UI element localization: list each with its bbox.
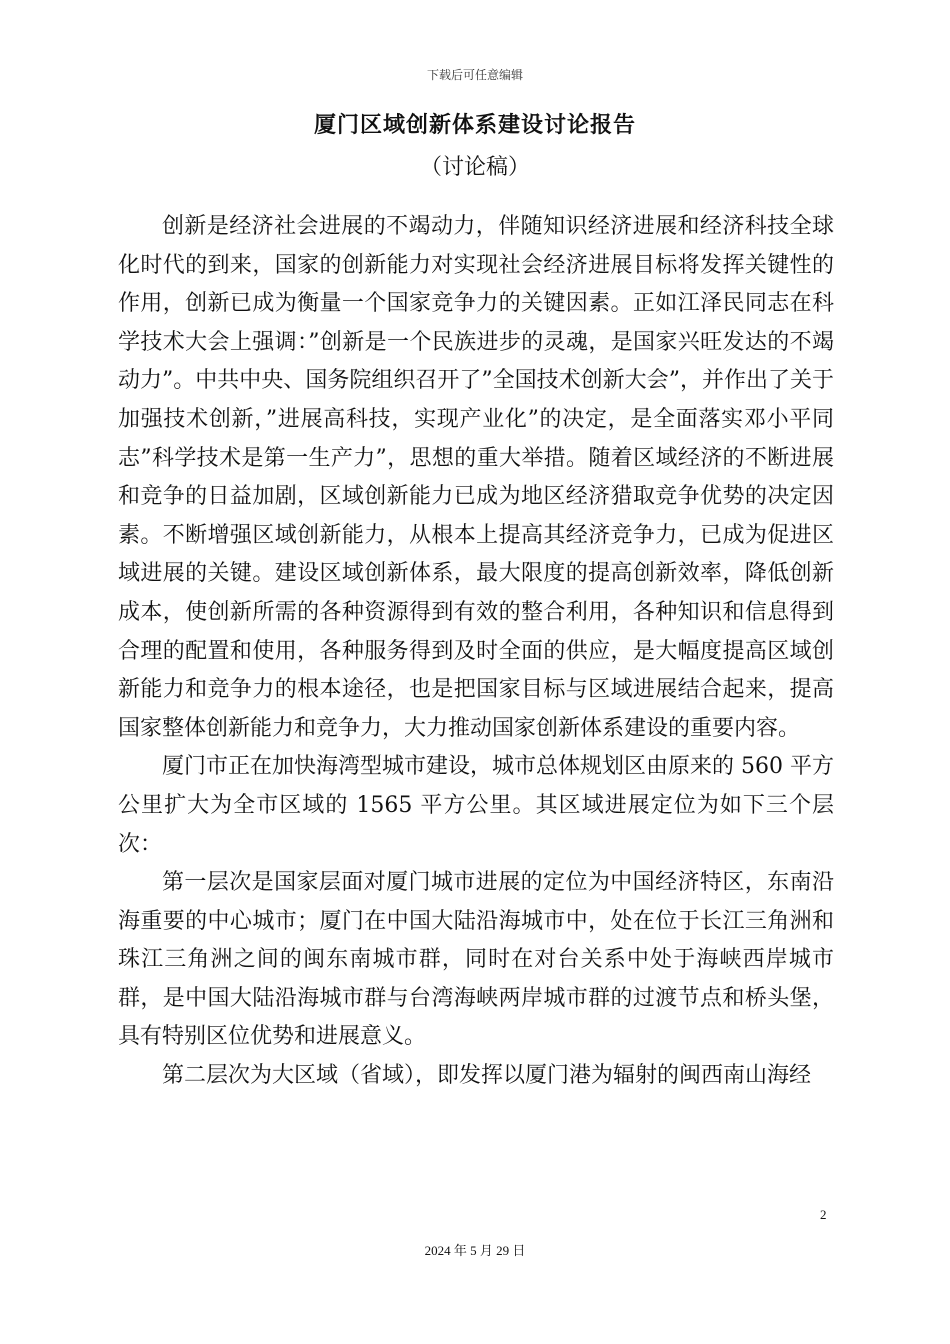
- header-note: 下载后可任意编辑: [426, 68, 523, 82]
- footer-date: 2024 年 5 月 29 日: [424, 1243, 526, 1258]
- paragraph-intro: 创新是经济社会进展的不竭动力，伴随知识经济进展和经济科技全球化时代的到来，国家的创新能力对实现社会经济进展目标将发挥关键性的作用，创新已成为衡量一个国家竞争力的关键因素。正如江泽民同志在科学技术大会上强调：”创新是一个民族进步的灵魂，是国家兴旺发达的不竭动力”。中共中央、国务院组织召开了”全国技术创新大会”，并作出了关于加强技术创新，”进展高科技，实现产业化”的决定，是全面落实邓小平同志”科学技术是第一生产力”，思想的重大举措。随着区域经济的不断进展和竞争的日益加剧，区域创新能力已成为地区经济猎取竞争优势的决定因素。不断增强区域创新能力，从根本上提高其经济竞争力，已成为促进区域进展的关键。建设区域创新体系，最大限度的提高创新效率，降低创新成本，使创新所需的各种资源得到有效的整合利用，各种知识和信息得到合理的配置和使用，各种服务得到及时全面的供应，是大幅度提高区域创新能力和竞争力的根本途径，也是把国家目标与区域进展结合起来，提高国家整体创新能力和竞争力，大力推动国家创新体系建设的重要内容。: [118, 214, 834, 741]
- paragraph-level-one: 第一层次是国家层面对厦门城市进展的定位为中国经济特区，东南沿海重要的中心城市；厦门在中国大陆沿海城市中，处在位于长江三角洲和珠江三角洲之间的闽东南城市群，同时在对台关系中处于海峡西岸城市群，是中国大陆沿海城市群与台湾海峡两岸城市群的过渡节点和桥头堡，具有特别区位优势和进展意义。: [118, 870, 834, 1050]
- document-body: [118, 208, 834, 1096]
- document-subtitle: （讨论稿）: [419, 155, 530, 180]
- paragraph-planning: 厦门市正在加快海湾型城市建设，城市总体规划区由原来的 560 平方公里扩大为全市区域的 1565 平方公里。其区域进展定位为如下三个层次：: [118, 754, 834, 857]
- page-number: 2: [820, 1207, 827, 1222]
- paragraph-level-two: 第二层次为大区域（省域），即发挥以厦门港为辐射的闽西南山海经: [162, 1063, 812, 1089]
- document-title: 厦门区域创新体系建设讨论报告: [313, 113, 636, 138]
